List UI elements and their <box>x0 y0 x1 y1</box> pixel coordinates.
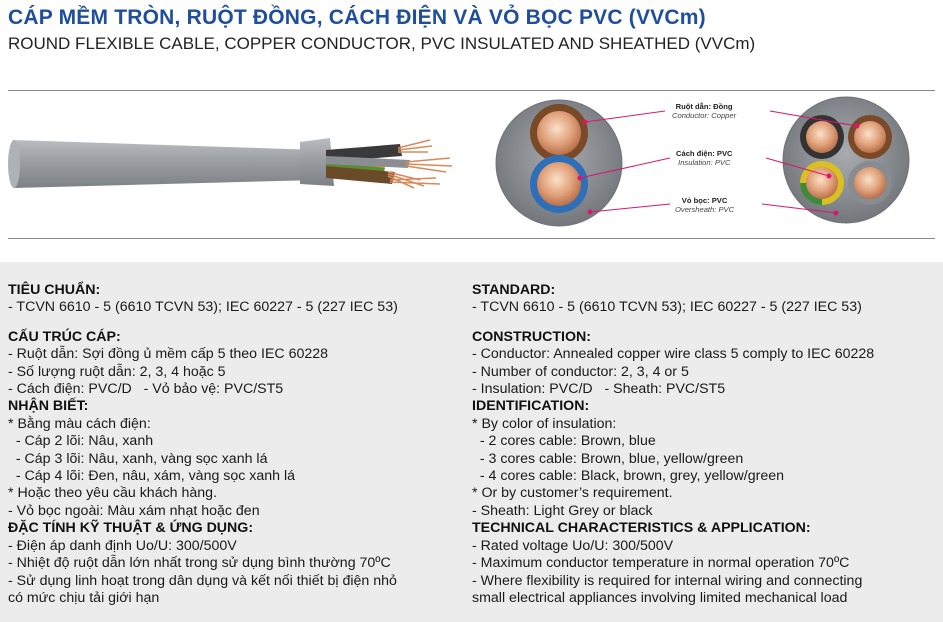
specs-vietnamese <box>8 282 398 607</box>
spec-line: - Nhiệt độ ruột dẫn lớn nhất trong sử dụng bình thường 70ºC <box>8 555 391 572</box>
cross-section-2-core <box>496 100 622 226</box>
spec-line: - Conductor: Annealed copper wire class 5 comply to IEC 60228 <box>472 346 875 363</box>
spec-line: * Or by customer’s requirement. <box>472 485 673 502</box>
spec-line: * Hoặc theo yêu cầu khách hàng. <box>8 485 218 502</box>
spec-line: - Number of conductor: 2, 3, 4 or 5 <box>472 363 689 380</box>
label-sheath-en: Oversheath: PVC <box>675 205 735 214</box>
spec-line: - Số lượng ruột dẫn: 2, 3, 4 hoặc 5 <box>8 363 226 380</box>
spec-line: - TCVN 6610 - 5 (6610 TCVN 53); IEC 60227 - 5 (227 IEC 53) <box>8 299 398 316</box>
spec-line: - Ruột dẫn: Sợi đồng ủ mềm cấp 5 theo IEC 60228 <box>8 346 329 363</box>
section-heading: NHẬN BIẾT: <box>8 398 89 415</box>
cable-side-view <box>8 138 452 188</box>
spec-line: - Vỏ bọc ngoài: Màu xám nhạt hoặc đen <box>8 502 260 519</box>
section-heading: IDENTIFICATION: <box>472 398 590 415</box>
spec-line: - Sử dụng linh hoạt trong dân dụng và kết nối thiết bị điện nhỏ <box>8 572 397 589</box>
section-heading: ĐẶC TÍNH KỸ THUẬT & ỨNG DỤNG: <box>8 520 254 537</box>
spec-line: - 3 cores cable: Brown, blue, yellow/green <box>472 450 744 467</box>
section-heading: TECHNICAL CHARACTERISTICS & APPLICATION: <box>472 520 811 537</box>
section-heading: STANDARD: <box>472 282 556 298</box>
spec-line: - 4 cores cable: Black, brown, grey, yellow/green <box>472 468 784 485</box>
spec-line: - Maximum conductor temperature in normal operation 70ºC <box>472 555 850 572</box>
specifications-panel <box>0 262 943 622</box>
spacer <box>8 317 398 329</box>
section-heading: CONSTRUCTION: <box>472 328 592 345</box>
spec-line: có mức chịu tải giới hạn <box>8 589 160 606</box>
page-title: CÁP MỀM TRÒN, RUỘT ĐỒNG, CÁCH ĐIỆN VÀ VỎ BỌC PVC (VVCm) <box>8 6 706 29</box>
spacer <box>472 317 874 329</box>
spec-line: - Cáp 3 lõi: Nâu, xanh, vàng sọc xanh lá <box>8 450 268 467</box>
spec-line: - 2 cores cable: Brown, blue <box>472 433 656 450</box>
cable-illustration <box>0 88 943 258</box>
section-heading: TIÊU CHUẨN: <box>8 282 101 298</box>
spec-line: - Cách điện: PVC/D - Vỏ bảo vệ: PVC/ST5 <box>8 381 284 398</box>
specs-english <box>472 282 874 607</box>
label-insulation-vn: Cách điện: PVC <box>676 149 733 158</box>
section-heading: CẤU TRÚC CÁP: <box>8 328 121 345</box>
spec-line: - Sheath: Light Grey or black <box>472 502 653 519</box>
spec-line: - Where flexibility is required for internal wiring and connecting <box>472 572 863 589</box>
label-sheath-vn: Vỏ bọc: PVC <box>681 196 728 205</box>
spec-line: * Bằng màu cách điện: <box>8 415 151 432</box>
spec-line: - Cáp 2 lõi: Nâu, xanh <box>8 433 154 450</box>
cross-section-4-core <box>783 97 909 223</box>
spec-line: small electrical appliances involving limited mechanical load <box>472 589 848 606</box>
spec-line: - Cáp 4 lõi: Đen, nâu, xám, vàng sọc xanh lá <box>8 468 296 485</box>
page-subtitle: ROUND FLEXIBLE CABLE, COPPER CONDUCTOR, PVC INSULATED AND SHEATHED (VVCm) <box>8 34 756 53</box>
label-conductor <box>672 102 736 120</box>
label-conductor-en: Conductor: Copper <box>672 111 737 120</box>
label-conductor-vn: Ruột dẫn: Đồng <box>675 102 733 111</box>
spec-line: - TCVN 6610 - 5 (6610 TCVN 53); IEC 60227 - 5 (227 IEC 53) <box>472 299 862 316</box>
label-insulation <box>676 149 733 167</box>
spec-line: - Insulation: PVC/D - Sheath: PVC/ST5 <box>472 381 726 398</box>
label-sheath <box>675 196 734 214</box>
label-insulation-en: Insulation: PVC <box>678 158 731 167</box>
spec-line: - Điện áp danh định Uo/U: 300/500V <box>8 537 237 554</box>
spec-line: - Rated voltage Uo/U: 300/500V <box>472 537 674 554</box>
spec-line: * By color of insulation: <box>472 415 617 432</box>
